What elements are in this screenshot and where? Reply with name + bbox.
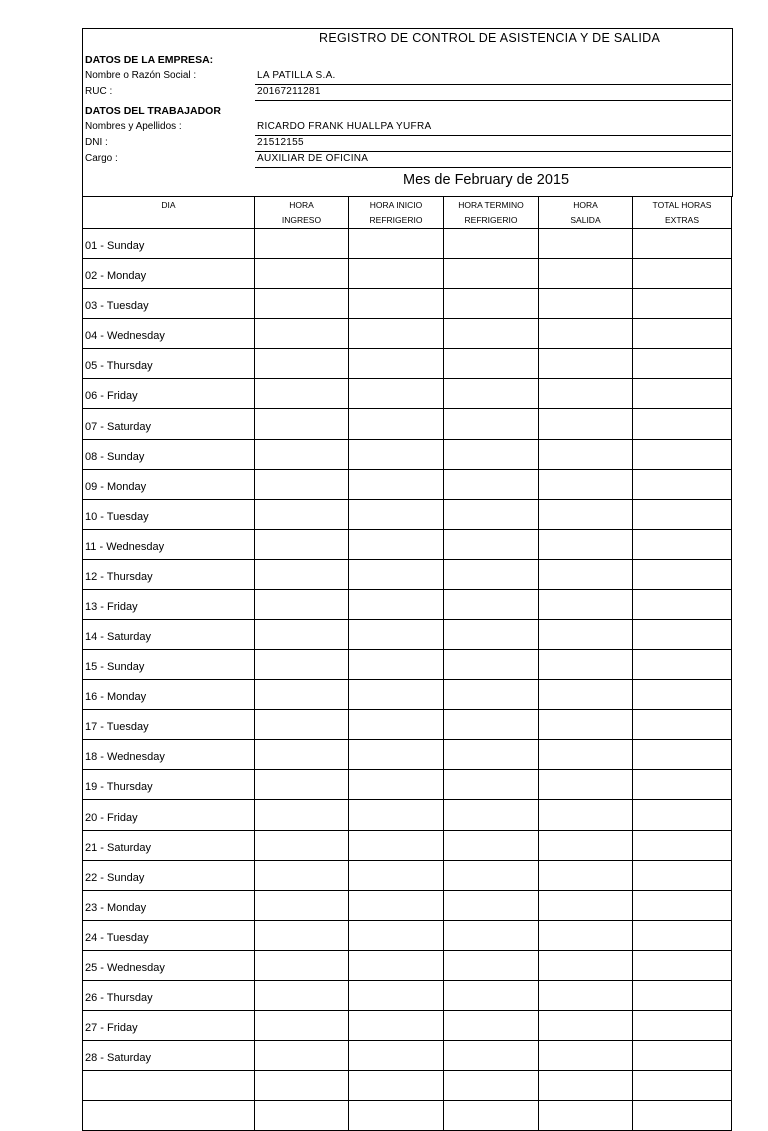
day-cell: 14 - Saturday [83,620,255,650]
day-cell: 28 - Saturday [83,1041,255,1071]
table-row [83,409,732,439]
table-row [83,259,732,289]
table-row [83,469,732,499]
hora-salida-cell[interactable] [539,469,633,499]
total-horas-cell[interactable] [633,289,732,319]
hora-salida-cell[interactable] [539,439,633,469]
termino-refrigerio-cell[interactable] [444,740,539,770]
inicio-refrigerio-cell[interactable] [349,259,444,289]
day-cell: 07 - Saturday [83,409,255,439]
hora-ingreso-cell[interactable] [255,680,349,710]
day-cell: 25 - Wednesday [83,950,255,980]
cargo-underline [255,167,731,168]
header-line2: EXTRAS [664,214,699,225]
table-row [83,1041,732,1071]
cargo-label: Cargo : [85,153,118,164]
day-cell: 10 - Tuesday [83,499,255,529]
day-cell: 09 - Monday [83,469,255,499]
hora-ingreso-cell[interactable] [255,439,349,469]
termino-refrigerio-cell[interactable] [444,259,539,289]
day-cell: 19 - Thursday [83,770,255,800]
inicio-refrigerio-cell[interactable] [349,920,444,950]
table-row [83,379,732,409]
termino-refrigerio-cell[interactable] [444,650,539,680]
empresa-heading: DATOS DE LA EMPRESA: [85,54,214,66]
inicio-refrigerio-cell[interactable] [349,950,444,980]
total-horas-cell[interactable] [633,920,732,950]
hora-ingreso-cell[interactable] [255,860,349,890]
day-cell: 27 - Friday [83,1011,255,1041]
hora-salida-cell[interactable] [539,349,633,379]
trabajador-heading: DATOS DEL TRABAJADOR [85,105,221,117]
header-line1: HORA TERMINO [458,199,524,210]
header-row [83,197,732,229]
total-horas-cell[interactable] [633,710,732,740]
termino-refrigerio-cell[interactable] [444,920,539,950]
termino-refrigerio-cell[interactable] [444,499,539,529]
inicio-refrigerio-cell[interactable] [349,439,444,469]
table-row [83,830,732,860]
hora-salida-cell[interactable] [539,710,633,740]
nombres-underline [255,135,731,136]
total-horas-cell[interactable] [633,1011,732,1041]
hora-ingreso-cell[interactable] [255,980,349,1010]
hora-salida-cell[interactable] [539,680,633,710]
hora-ingreso-cell[interactable] [255,650,349,680]
day-cell: 05 - Thursday [83,349,255,379]
termino-refrigerio-cell[interactable] [444,1101,539,1131]
inicio-refrigerio-cell[interactable] [349,589,444,619]
hora-ingreso-cell[interactable] [255,920,349,950]
table-row [83,890,732,920]
total-horas-cell[interactable] [633,740,732,770]
day-cell: 24 - Tuesday [83,920,255,950]
nombres-value: RICARDO FRANK HUALLPA YUFRA [257,121,432,132]
inicio-refrigerio-cell[interactable] [349,1011,444,1041]
inicio-refrigerio-cell[interactable] [349,469,444,499]
total-horas-cell[interactable] [633,620,732,650]
total-horas-cell[interactable] [633,800,732,830]
hora-ingreso-cell[interactable] [255,890,349,920]
total-horas-cell[interactable] [633,680,732,710]
total-horas-cell[interactable] [633,650,732,680]
razon-social-value: LA PATILLA S.A. [257,70,336,81]
hora-ingreso-cell[interactable] [255,229,349,259]
table-row [83,620,732,650]
hora-ingreso-cell[interactable] [255,319,349,349]
hora-salida-cell[interactable] [539,259,633,289]
inicio-refrigerio-cell[interactable] [349,559,444,589]
table-row [83,559,732,589]
header-line2: REFRIGERIO [464,214,518,225]
day-cell [83,1071,255,1101]
table-row [83,710,732,740]
table-row [83,289,732,319]
hora-salida-cell[interactable] [539,1041,633,1071]
hora-ingreso-cell[interactable] [255,529,349,559]
inicio-refrigerio-cell[interactable] [349,409,444,439]
hora-salida-cell[interactable] [539,740,633,770]
ruc-label: RUC : [85,86,113,97]
hora-salida-cell[interactable] [539,529,633,559]
total-horas-cell[interactable] [633,349,732,379]
day-cell: 17 - Tuesday [83,710,255,740]
dni-label: DNI : [85,137,108,148]
total-horas-cell[interactable] [633,499,732,529]
month-title: Mes de February de 2015 [403,172,570,188]
header-total-horas-extras [633,197,732,229]
inicio-refrigerio-cell[interactable] [349,289,444,319]
hora-salida-cell[interactable] [539,860,633,890]
day-cell: 01 - Sunday [83,229,255,259]
total-horas-cell[interactable] [633,950,732,980]
day-cell: 15 - Sunday [83,650,255,680]
inicio-refrigerio-cell[interactable] [349,740,444,770]
total-horas-cell[interactable] [633,890,732,920]
header-dia [83,197,255,229]
table-row [83,499,732,529]
ruc-value: 20167211281 [257,86,321,97]
inicio-refrigerio-cell[interactable] [349,499,444,529]
hora-ingreso-cell[interactable] [255,259,349,289]
table-row [83,589,732,619]
hora-salida-cell[interactable] [539,830,633,860]
hora-salida-cell[interactable] [539,499,633,529]
attendance-table [82,196,732,1131]
inicio-refrigerio-cell[interactable] [349,860,444,890]
termino-refrigerio-cell[interactable] [444,620,539,650]
termino-refrigerio-cell[interactable] [444,680,539,710]
hora-salida-cell[interactable] [539,650,633,680]
hora-ingreso-cell[interactable] [255,409,349,439]
inicio-refrigerio-cell[interactable] [349,620,444,650]
inicio-refrigerio-cell[interactable] [349,319,444,349]
header-line1: DIA [161,200,176,210]
hora-salida-cell[interactable] [539,980,633,1010]
hora-salida-cell[interactable] [539,770,633,800]
form-title: REGISTRO DE CONTROL DE ASISTENCIA Y DE SALIDA [319,31,661,45]
table-row [83,1101,732,1131]
hora-ingreso-cell[interactable] [255,1011,349,1041]
termino-refrigerio-cell[interactable] [444,1041,539,1071]
table-row [83,439,732,469]
total-horas-cell[interactable] [633,529,732,559]
hora-ingreso-cell[interactable] [255,559,349,589]
table-row [83,800,732,830]
inicio-refrigerio-cell[interactable] [349,980,444,1010]
termino-refrigerio-cell[interactable] [444,1071,539,1101]
hora-salida-cell[interactable] [539,589,633,619]
termino-refrigerio-cell[interactable] [444,319,539,349]
table-row [83,950,732,980]
inicio-refrigerio-cell[interactable] [349,830,444,860]
inicio-refrigerio-cell[interactable] [349,349,444,379]
table-row [83,1071,732,1101]
total-horas-cell[interactable] [633,980,732,1010]
header-line1: HORA [573,199,598,210]
hora-ingreso-cell[interactable] [255,289,349,319]
total-horas-cell[interactable] [633,860,732,890]
day-cell: 12 - Thursday [83,559,255,589]
hora-ingreso-cell[interactable] [255,950,349,980]
hora-ingreso-cell[interactable] [255,1071,349,1101]
header-line1: HORA INICIO [369,199,423,210]
hora-ingreso-cell[interactable] [255,770,349,800]
termino-refrigerio-cell[interactable] [444,830,539,860]
total-horas-cell[interactable] [633,439,732,469]
termino-refrigerio-cell[interactable] [444,469,539,499]
header-line1: HORA [289,199,314,210]
total-horas-cell[interactable] [633,770,732,800]
hora-salida-cell[interactable] [539,950,633,980]
table-row [83,319,732,349]
termino-refrigerio-cell[interactable] [444,980,539,1010]
termino-refrigerio-cell[interactable] [444,950,539,980]
day-cell: 23 - Monday [83,890,255,920]
day-cell: 08 - Sunday [83,439,255,469]
termino-refrigerio-cell[interactable] [444,379,539,409]
hora-ingreso-cell[interactable] [255,710,349,740]
day-cell: 11 - Wednesday [83,529,255,559]
table-row [83,740,732,770]
inicio-refrigerio-cell[interactable] [349,1041,444,1071]
hora-salida-cell[interactable] [539,289,633,319]
hora-ingreso-cell[interactable] [255,589,349,619]
day-cell: 02 - Monday [83,259,255,289]
hora-salida-cell[interactable] [539,1071,633,1101]
day-cell: 26 - Thursday [83,980,255,1010]
razon-social-underline [255,84,731,85]
total-horas-cell[interactable] [633,319,732,349]
hora-salida-cell[interactable] [539,229,633,259]
day-cell: 16 - Monday [83,680,255,710]
table-row [83,980,732,1010]
dni-underline [255,151,731,152]
hora-salida-cell[interactable] [539,319,633,349]
termino-refrigerio-cell[interactable] [444,529,539,559]
hora-salida-cell[interactable] [539,890,633,920]
termino-refrigerio-cell[interactable] [444,890,539,920]
inicio-refrigerio-cell[interactable] [349,800,444,830]
hora-ingreso-cell[interactable] [255,800,349,830]
hora-salida-cell[interactable] [539,1101,633,1131]
table-body [83,229,732,1131]
termino-refrigerio-cell[interactable] [444,349,539,379]
hora-salida-cell[interactable] [539,409,633,439]
day-cell: 21 - Saturday [83,830,255,860]
table-row [83,650,732,680]
total-horas-cell[interactable] [633,1101,732,1131]
table-row [83,1011,732,1041]
table-row [83,349,732,379]
termino-refrigerio-cell[interactable] [444,589,539,619]
hora-salida-cell[interactable] [539,800,633,830]
hora-ingreso-cell[interactable] [255,1101,349,1131]
hora-ingreso-cell[interactable] [255,499,349,529]
total-horas-cell[interactable] [633,589,732,619]
header-hora-termino-refrigerio [444,197,539,229]
total-horas-cell[interactable] [633,1041,732,1071]
ruc-underline [255,100,731,101]
hora-salida-cell[interactable] [539,620,633,650]
termino-refrigerio-cell[interactable] [444,409,539,439]
header-line1: TOTAL HORAS [652,199,712,210]
inicio-refrigerio-cell[interactable] [349,770,444,800]
hora-ingreso-cell[interactable] [255,1041,349,1071]
hora-ingreso-cell[interactable] [255,740,349,770]
hora-salida-cell[interactable] [539,1011,633,1041]
hora-ingreso-cell[interactable] [255,349,349,379]
total-horas-cell[interactable] [633,229,732,259]
hora-salida-cell[interactable] [539,379,633,409]
inicio-refrigerio-cell[interactable] [349,680,444,710]
header-line2: REFRIGERIO [369,214,423,225]
total-horas-cell[interactable] [633,469,732,499]
inicio-refrigerio-cell[interactable] [349,650,444,680]
dni-value: 21512155 [257,137,304,148]
total-horas-cell[interactable] [633,559,732,589]
termino-refrigerio-cell[interactable] [444,800,539,830]
inicio-refrigerio-cell[interactable] [349,890,444,920]
table-row [83,680,732,710]
table-row [83,770,732,800]
hora-ingreso-cell[interactable] [255,620,349,650]
termino-refrigerio-cell[interactable] [444,770,539,800]
nombres-label: Nombres y Apellidos : [85,121,182,132]
day-cell [83,1101,255,1131]
inicio-refrigerio-cell[interactable] [349,1101,444,1131]
hora-ingreso-cell[interactable] [255,469,349,499]
total-horas-cell[interactable] [633,830,732,860]
hora-ingreso-cell[interactable] [255,830,349,860]
header-hora-ingreso [255,197,349,229]
table-row [83,529,732,559]
day-cell: 04 - Wednesday [83,319,255,349]
form-header [82,28,733,197]
header-hora-inicio-refrigerio [349,197,444,229]
header-line2: INGRESO [281,214,322,225]
header-line2: SALIDA [570,214,601,225]
total-horas-cell[interactable] [633,379,732,409]
total-horas-cell[interactable] [633,259,732,289]
termino-refrigerio-cell[interactable] [444,289,539,319]
termino-refrigerio-cell[interactable] [444,439,539,469]
hora-salida-cell[interactable] [539,559,633,589]
termino-refrigerio-cell[interactable] [444,1011,539,1041]
inicio-refrigerio-cell[interactable] [349,710,444,740]
header-hora-salida [539,197,633,229]
table-row [83,860,732,890]
razon-social-label: Nombre o Razón Social : [85,70,197,81]
total-horas-cell[interactable] [633,1071,732,1101]
hora-ingreso-cell[interactable] [255,379,349,409]
day-cell: 06 - Friday [83,379,255,409]
termino-refrigerio-cell[interactable] [444,229,539,259]
inicio-refrigerio-cell[interactable] [349,229,444,259]
day-cell: 22 - Sunday [83,860,255,890]
inicio-refrigerio-cell[interactable] [349,379,444,409]
termino-refrigerio-cell[interactable] [444,710,539,740]
inicio-refrigerio-cell[interactable] [349,529,444,559]
day-cell: 13 - Friday [83,589,255,619]
table-row [83,229,732,259]
day-cell: 18 - Wednesday [83,740,255,770]
day-cell: 20 - Friday [83,800,255,830]
cargo-value: AUXILIAR DE OFICINA [257,153,369,164]
inicio-refrigerio-cell[interactable] [349,1071,444,1101]
termino-refrigerio-cell[interactable] [444,559,539,589]
termino-refrigerio-cell[interactable] [444,860,539,890]
hora-salida-cell[interactable] [539,920,633,950]
table-row [83,920,732,950]
total-horas-cell[interactable] [633,409,732,439]
day-cell: 03 - Tuesday [83,289,255,319]
